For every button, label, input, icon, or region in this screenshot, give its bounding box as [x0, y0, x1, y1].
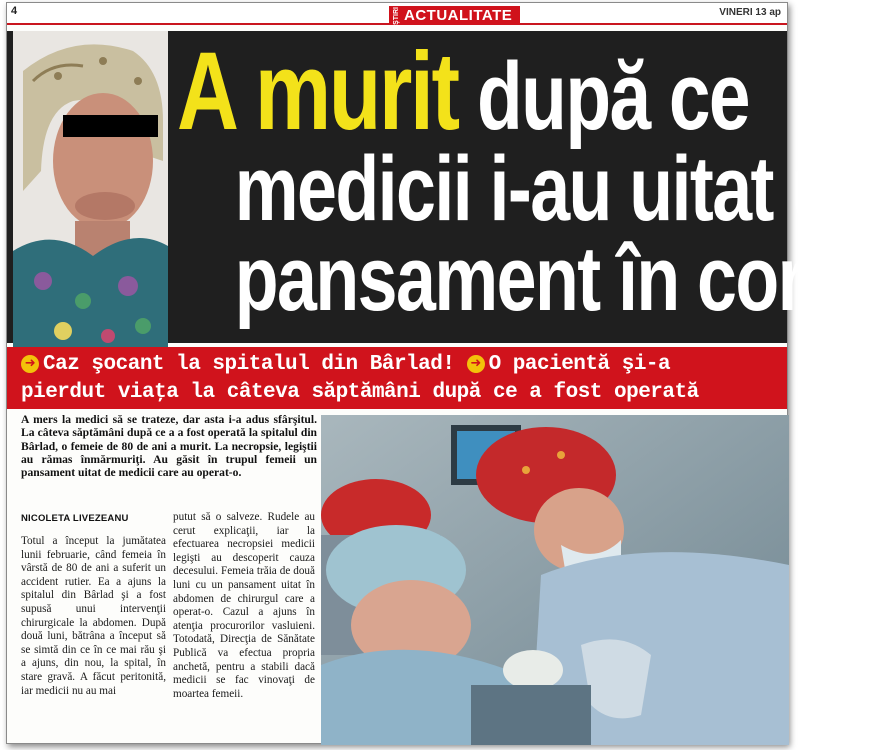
surgery-photo: [321, 415, 789, 745]
newspaper-page: [6, 2, 876, 744]
article-lead: A mers la medici să se trateze, dar asta i-a adus sfârşitul. La câteva săptămâni după ce a a fost operată la spitalul din Bârlad, o femeie de 80 de ani a murit. La necropsie, legiştii au rămas înmărmuriţi. Au găsit în trupul femeii un pansament uitat de medicii care au operat-o.: [21, 413, 317, 480]
headline-line-3: pansament în corp: [234, 228, 847, 330]
subheadline-part-2: O pacientă şi-a: [488, 353, 671, 376]
article-column-2: putut să o salveze. Rudele au cerut explicaţii, iar la efectuarea necropsiei medicii legişti au descoperit cauza decesului. Femeia trăia de două luni cu un pansament uitat în abdomen de chirurgul care a operat-o. Cazul a ajuns în atenţia procurorilor vasluieni. Totodată, Direcţia de Sănătate Publică va efectua propria anchetă, pentru a stabili dacă medicii se fac vinovaţi de moartea femeii.: [173, 511, 315, 700]
page-header: [7, 3, 787, 25]
article-column-1: Totul a început la jumătatea lunii februarie, când femeia în vârstă de 80 de ani a suferit un accident rutier. Ea a ajuns la spitalul din Bârlad şi a fost supusă unui intervenţii chirurgicale la abdomen. După două luni, bătrâna a început să se simtă din ce în ce mai rău şi a ajuns, din nou, la spital, în stare gravă. A făcut peritonită, iar medicii nu au mai: [21, 535, 166, 697]
headline-accent: A murit: [177, 30, 458, 153]
headline-line-1: [177, 30, 750, 153]
section-small-label: ŞTIRI: [393, 6, 400, 25]
section-tag: [389, 6, 520, 25]
issue-date: VINERI 13 ap: [719, 7, 781, 18]
page-number: 4: [11, 5, 18, 17]
section-name: ACTUALITATE: [404, 7, 513, 24]
arrow-right-circle-icon: ➜: [467, 355, 485, 373]
subheadline-line-2: pierdut viaţa la câteva săptămâni după ce a fost operată: [21, 381, 699, 404]
subheadline-part-1: Caz şocant la spitalul din Bârlad!: [43, 353, 455, 376]
author-byline: NICOLETA LIVEZEANU: [21, 513, 129, 524]
arrow-right-circle-icon: ➜: [21, 355, 39, 373]
subheadline-line-1: [21, 351, 779, 379]
headline-area: [7, 30, 876, 343]
portrait-photo: [13, 31, 168, 349]
censor-bar: [63, 115, 158, 137]
headline-line-2: medicii i-au uitat un: [234, 138, 876, 240]
headline-line-1-rest: după ce: [457, 43, 750, 150]
subheadline-band: [7, 347, 787, 409]
headline: [167, 30, 876, 330]
